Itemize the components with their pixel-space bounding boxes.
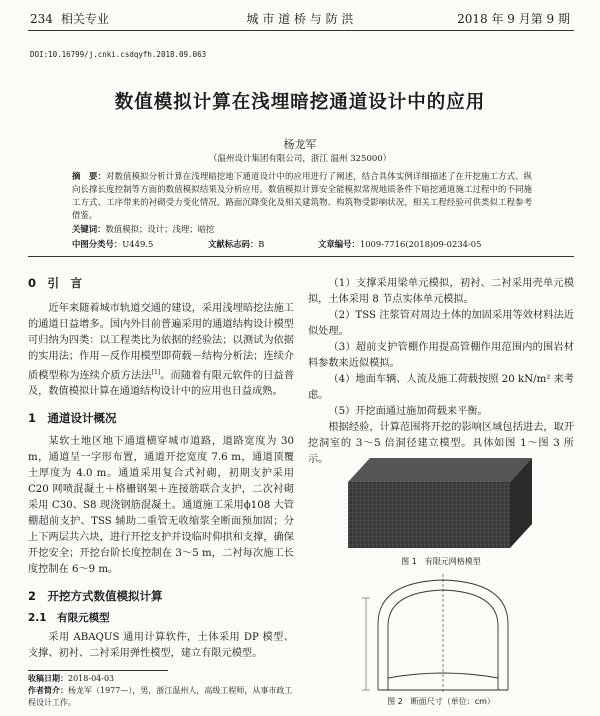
document-code: 文献标志码：B <box>208 239 265 249</box>
figure-2-cross-section <box>338 568 548 696</box>
model-extent-paragraph: 根据经验，计算范围将开挖的影响区域包括进去，取开挖洞室的 3～5 倍洞径建立模型。具体如图 1～图 3 所示。 <box>308 422 574 465</box>
heading-introduction: 0 引 言 <box>28 276 83 290</box>
assumption-item: （2）TSS 注浆管对周边土体的加固采用等效材料法近似处理。 <box>308 310 574 337</box>
abstract-rule <box>28 256 574 257</box>
assumption-item: （4）地面车辆、人流及施工荷载按照 20 kN/m² 来考虑。 <box>308 374 574 401</box>
left-column <box>28 275 294 662</box>
figure-1-mesh-model <box>340 452 540 552</box>
section-1-paragraph: 某软土地区地下通道横穿城市道路，道路宽度为 30 m，通道呈一字形布置，通道开挖宽度 7.6 m，通道顶覆土厚度为 4.0 m。通道采用复合式衬砌，初期支护采用 C20 网喷混凝土＋格栅钢架＋连接筋联合支护，二次衬砌采用 C30、S8 现浇钢筋混凝土。通道施工采用ϕ108 大管棚超前支护、TSS 辅助二重管无收缩浆全断面预加固；分上下两层共六块，进行开挖支护并设临时仰拱和支撑，确保开挖安全；开挖台阶长度控制在 3～5 m，二衬每次施工长度控制在 6～9 m。 <box>28 436 294 576</box>
issue-info: 2018 年 9 月第 9 期 <box>457 12 570 26</box>
clc-number: 中图分类号：U449.5 <box>72 239 154 249</box>
intro-paragraph: 近年来随着城市轨道交通的建设，采用浅埋暗挖法施工的通道日益增多。国内外目前普遍采用的通道结构设计模型可归纳为四类：以工程类比为依据的经验法；以测试为依据的实用法；作用－反作用模型即荷载－结构分析法；连续介质模型称为连续介质方法法[1]。而随着有限元软件的日益普及，数值模拟计算在通道结构设计中的应用也日益成熟。 <box>28 303 295 398</box>
heading-section-1: 1 通道设计概况 <box>28 411 117 426</box>
modeling-assumptions-list <box>308 276 574 420</box>
abstract <box>72 170 532 222</box>
heading-section-2-1: 2.1 有限元模型 <box>28 612 110 625</box>
footnote-rule <box>28 670 168 671</box>
author-bio: 作者简介：杨龙军（1977—），男，浙江温州人，高级工程师，从事市政工程设计工作。 <box>28 686 293 707</box>
article-title: 数值模拟计算在浅埋暗挖通道设计中的应用 <box>114 92 486 113</box>
section-name: 相关专业 <box>60 12 109 26</box>
right-column <box>308 276 574 468</box>
assumption-item: （5）开挖面通过施加荷载来平衡。 <box>328 406 488 417</box>
keywords <box>72 223 214 235</box>
journal-name: 城 市 道 桥 与 防 洪 <box>246 12 354 26</box>
keywords-text: 数值模拟；设计；浅埋；暗挖 <box>105 224 215 234</box>
figure-2-caption: 图 2 断面尺寸（单位：cm） <box>387 697 495 706</box>
keywords-label: 关键词： <box>72 224 106 234</box>
citation-ref: [1] <box>151 369 161 376</box>
mesh-front-face <box>348 482 510 548</box>
author-name: 杨龙军 <box>283 138 317 151</box>
received-date: 收稿日期：2018-04-03 <box>28 674 115 683</box>
header-rule <box>28 30 574 31</box>
doi: DOI:10.16799/j.cnki.csdqyfh.2018.09.063 <box>30 50 207 59</box>
page-number: 234 <box>30 12 53 26</box>
figure-1-caption: 图 1 有限元网格模型 <box>401 557 481 566</box>
mesh-top-face <box>348 458 532 482</box>
heading-section-2: 2 开挖方式数值模拟计算 <box>28 589 163 604</box>
abstract-text: 对数值模拟分析计算在浅埋暗挖地下通道设计中的应用进行了阐述，结合具体实例详细描述了在开挖施工方式、纵向长撑长度控制等方面的数值模拟结果及分析应用。数值模拟计算安全能模拟常规地质条件下暗挖通道施工过程中的不同施工方式、工序带来的衬砌受力变化情况，路面沉降变化及相关建筑物、构筑物受影响状况，相关工程经验可供类似工程参考借鉴。 <box>72 171 533 220</box>
section-2-1-paragraph: 采用 ABAQUS 通用计算软件，土体采用 DP 模型、支撑、初衬、二衬采用弹性模型，建立有限元模型。 <box>28 632 294 660</box>
footnote <box>28 673 294 709</box>
assumption-item: （3）超前支护管棚作用提高管棚作用范围内的围岩材料参数来近似模拟。 <box>308 342 574 369</box>
abstract-label: 摘 要： <box>72 171 107 181</box>
article-number: 文章编号：1009-7716(2018)09-0234-05 <box>318 239 482 249</box>
assumption-item: （1）支撑采用梁单元模拟，初衬、二衬采用壳单元模拟，土体采用 8 节点实体单元模拟。 <box>308 278 574 305</box>
affiliation: （温州设计集团有限公司，浙江 温州 325000） <box>208 154 392 164</box>
